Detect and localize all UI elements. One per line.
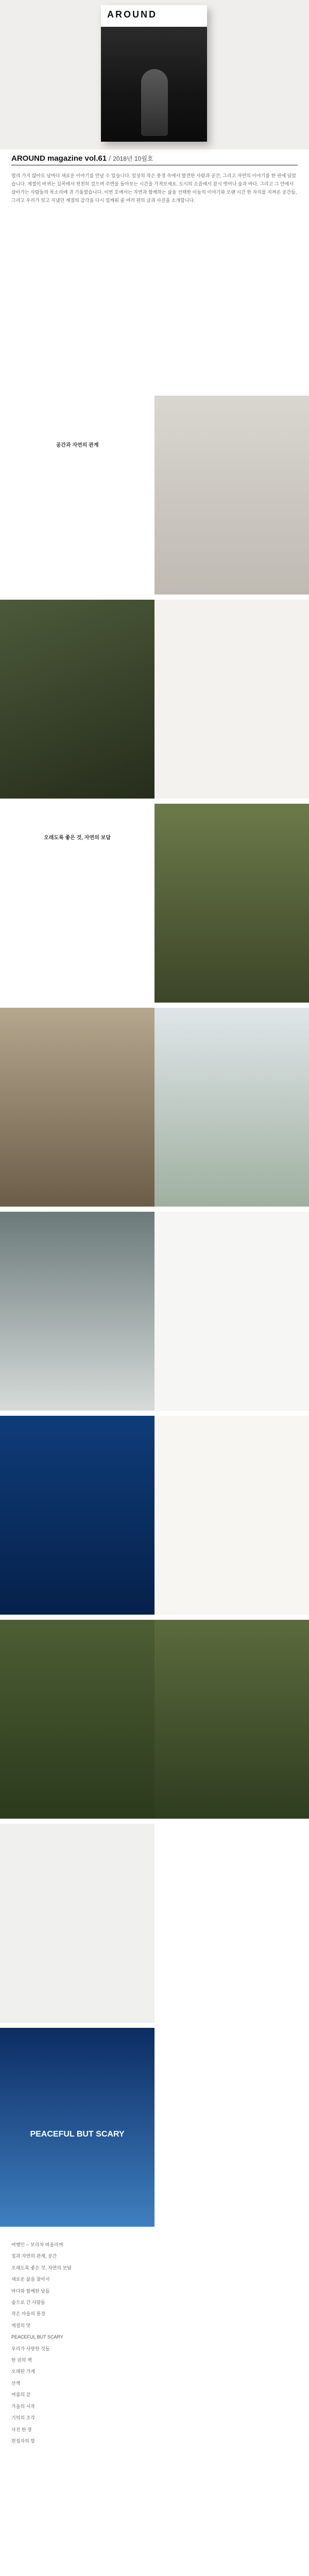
spread-8-left [0, 1824, 154, 2023]
toc-item: 바다와 함께한 날들 [11, 2288, 50, 2294]
toc-item: 계절의 맛 [11, 2323, 31, 2328]
cover-figure [141, 69, 168, 136]
intro-text: 멀리 가지 않아도 날마다 새로운 이야기를 만날 수 있습니다. 일상의 작은 풍경 속에서 발견한 사람과 공간, 그리고 자연의 이야기를 한 권에 담았습니다. 계절이 바뀌는 길목에서 천천히 걸으며 주변을 돌아보는 시간을 가져보세요. 도시의 소음에서 잠시 벗어나 숲과 바다, 그리고 그 안에서 살아가는 사람들의 목소리에 귀 기울였습니다. 이번 호에서는 자연과 함께하는 삶을 선택한 이들의 이야기와 오랜 시간 한 자리를 지켜온 공간들, 그리고 우리가 잊고 지냈던 계절의 감각을 다시 일깨워 줄 여러 편의 글과 사진을 소개합니다. [11, 173, 297, 203]
magazine-cover [101, 5, 207, 142]
spread-9-text-page [154, 2028, 309, 2227]
spread-1-left [0, 396, 154, 595]
cover-title: AROUND [107, 9, 157, 20]
spread-4 [0, 1008, 309, 1207]
spread-7 [0, 1620, 309, 1819]
toc-item: 새로운 삶을 찾아서 [11, 2277, 50, 2282]
spread-3-photo [154, 804, 309, 1003]
toc-item: 여행인 -- 보리차 떠올리며 [11, 2242, 63, 2247]
toc-item: 숲으로 간 사람들 [11, 2300, 45, 2306]
spread-3-title: 오래도록 좋은 것, 자연의 보답 [44, 835, 111, 841]
toc-item: 산책 [11, 2380, 21, 2386]
spread-7-photo-right [154, 1620, 309, 1819]
spread-1-photo [154, 396, 309, 595]
spread-6-text-page [154, 1416, 309, 1615]
magazine-name: AROUND magazine vol.61 [11, 154, 107, 163]
spread-4-photo-right [154, 1008, 309, 1207]
toc-item: 여름의 끝 [11, 2392, 31, 2398]
spread-1 [0, 396, 309, 595]
issue-date: 2018년 10월호 [113, 155, 153, 162]
table-of-contents [11, 2239, 298, 2447]
spread-3 [0, 804, 309, 1003]
spread-2-text-page [154, 600, 309, 799]
toc-item: 한 권의 책 [11, 2358, 32, 2363]
toc-item: 오래된 가게 [11, 2369, 35, 2375]
toc-item: 기억의 조각 [11, 2415, 35, 2421]
magazine-title [11, 154, 153, 163]
toc-item: 집과 자연의 관계, 공간 [11, 2253, 57, 2259]
title-separator: / [109, 154, 111, 163]
spread-9-photo [0, 2028, 154, 2227]
spread-6-photo [0, 1416, 154, 1615]
toc-item: 작은 마을의 풍경 [11, 2311, 45, 2317]
spread-2 [0, 600, 309, 799]
cover-header [101, 5, 207, 27]
spread-5-photo [0, 1212, 154, 1411]
hero-cover [0, 0, 309, 149]
spread-5-text-page [154, 1212, 309, 1411]
spread-8-text-page [154, 1824, 309, 2023]
spread-5 [0, 1212, 309, 1411]
spread-9-title: PEACEFUL BUT SCARY [30, 2130, 125, 2139]
toc-item: PEACEFUL BUT SCARY [11, 2334, 63, 2340]
spread-7-photo [0, 1620, 154, 1819]
spread-8 [0, 1824, 309, 2023]
cover-photo [101, 27, 207, 142]
spread-9 [0, 2028, 309, 2227]
spread-6 [0, 1416, 309, 1615]
toc-item: 우리가 사랑한 것들 [11, 2346, 50, 2351]
toc-item: 편집자의 말 [11, 2438, 35, 2444]
toc-item: 사진 한 장 [11, 2427, 32, 2432]
spread-1-title: 공간과 자연의 관계 [56, 443, 99, 448]
spread-3-left [0, 804, 154, 1003]
toc-item: 가을의 시작 [11, 2403, 35, 2409]
toc-item: 오래도록 좋은 것, 자연의 보답 [11, 2265, 72, 2270]
spread-4-photo [0, 1008, 154, 1207]
spread-2-photo [0, 600, 154, 799]
